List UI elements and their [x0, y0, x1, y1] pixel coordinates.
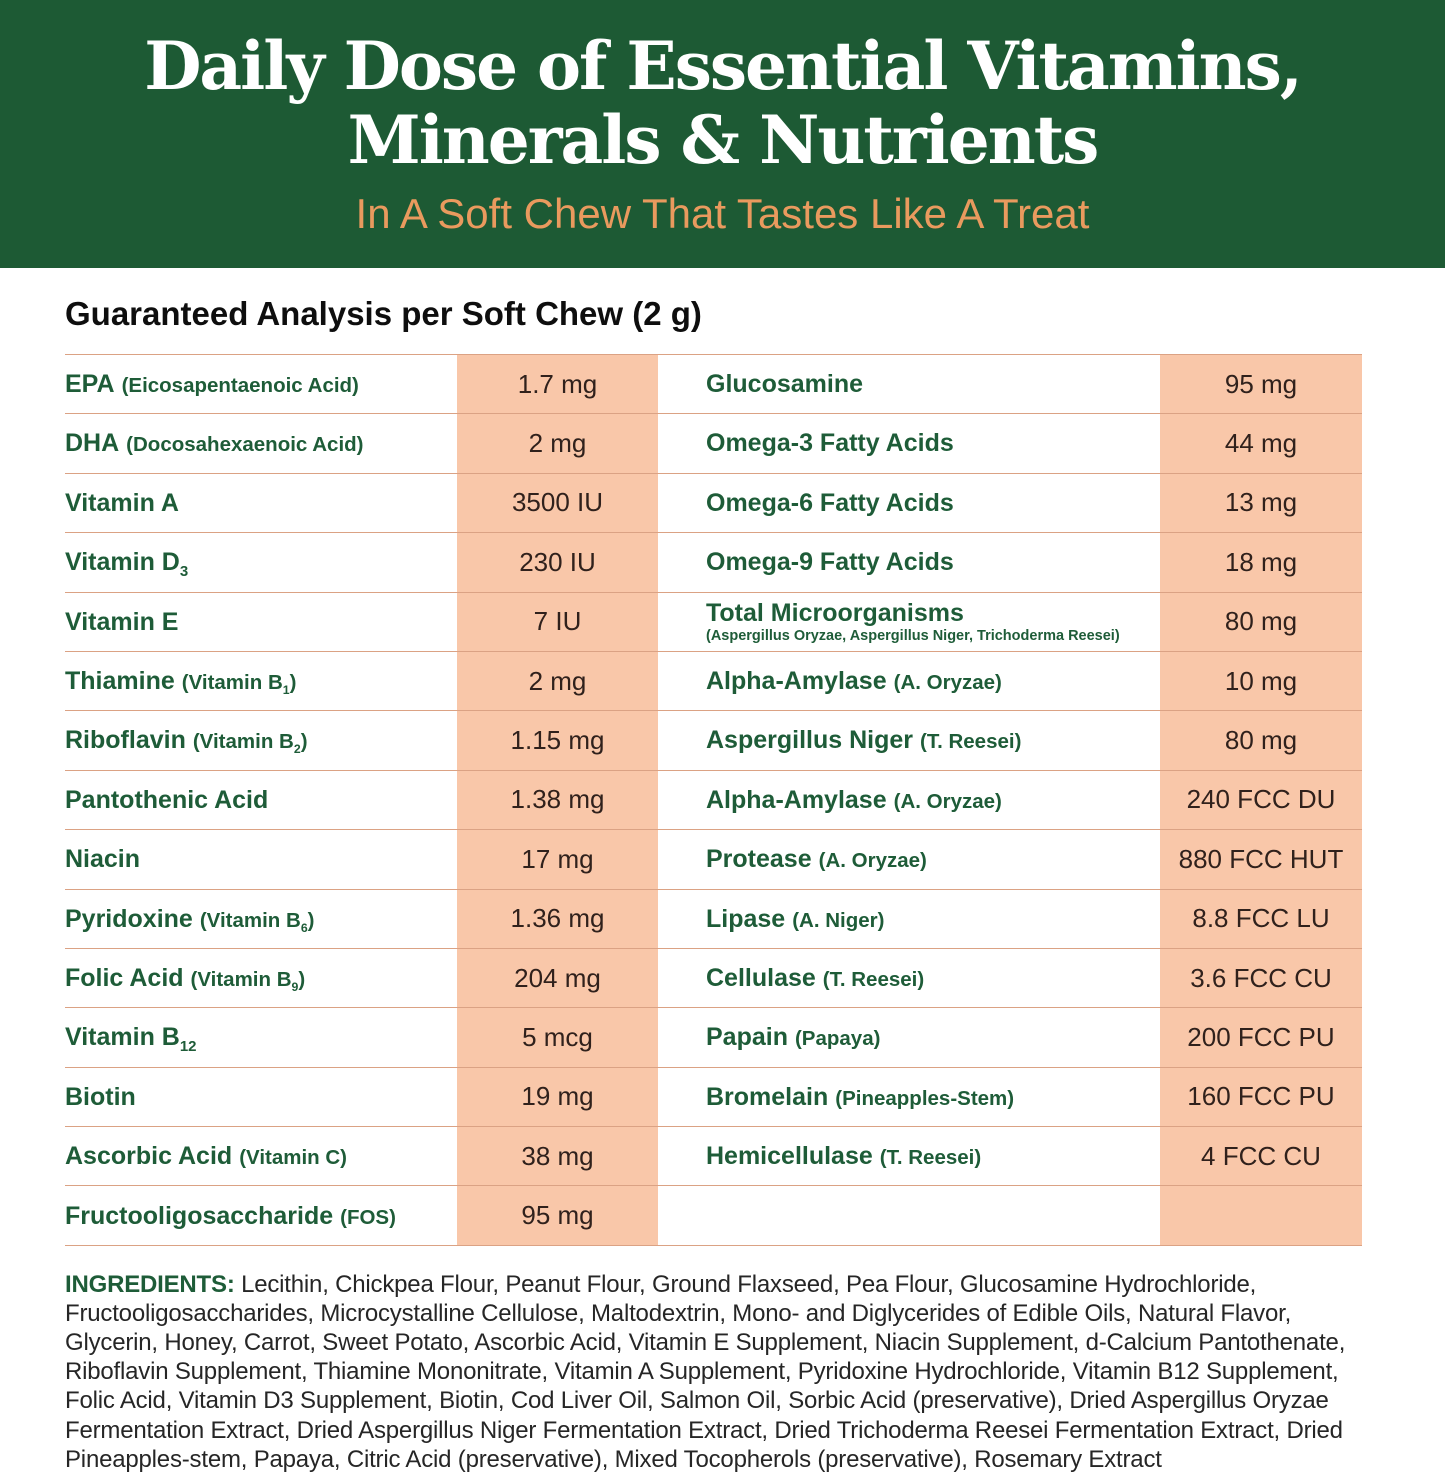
nutrient-value — [457, 711, 658, 769]
table-row — [65, 1007, 1362, 1066]
nutrient-name-line — [65, 1143, 457, 1169]
nutrient-name-paren: (A. Niger) — [792, 908, 885, 932]
nutrient-name-line — [706, 430, 1160, 456]
nutrient-value — [457, 1186, 658, 1244]
column-gap — [658, 474, 706, 532]
nutrient-name-line — [65, 1084, 457, 1110]
nutrient-value — [1160, 711, 1362, 769]
nutrient-value — [1160, 1068, 1362, 1126]
nutrient-name-main: Folic Acid — [65, 963, 184, 992]
nutrient-name-subscript: 3 — [179, 563, 189, 581]
nutrient-name — [65, 1068, 457, 1126]
column-gap — [658, 652, 706, 710]
nutrient-name-main: Omega-3 Fatty Acids — [706, 429, 954, 458]
table-row — [65, 592, 1362, 651]
nutrient-value — [1160, 533, 1362, 591]
nutrient-value-text: 880 FCC HUT — [1178, 843, 1344, 874]
column-gap — [658, 1008, 706, 1066]
nutrient-name-main: Aspergillus Niger — [706, 726, 913, 755]
nutrient-name — [706, 830, 1160, 888]
table-row — [65, 829, 1362, 888]
nutrient-value — [457, 1127, 658, 1185]
nutrient-name-main: Thiamine — [65, 667, 175, 696]
nutrient-name-main: Niacin — [65, 845, 141, 874]
nutrient-value — [457, 414, 658, 472]
nutrient-value-text: 44 mg — [1224, 428, 1298, 459]
nutrient-value — [457, 890, 658, 948]
nutrient-value-text: 3.6 FCC CU — [1190, 962, 1332, 993]
nutrient-name — [706, 771, 1160, 829]
nutrient-value — [457, 771, 658, 829]
nutrient-name — [706, 474, 1160, 532]
nutrient-name-main: Alpha-Amylase — [706, 667, 887, 696]
nutrient-value — [1160, 890, 1362, 948]
column-gap — [658, 949, 706, 1007]
nutrient-name-line — [65, 1023, 457, 1056]
nutrient-value-text: 1.36 mg — [510, 903, 605, 934]
nutrient-name-line — [65, 667, 457, 698]
nutrient-name-main: DHA — [65, 429, 120, 458]
nutrient-name-line — [65, 490, 457, 516]
nutrient-name — [706, 593, 1160, 651]
nutrient-value-text: 95 mg — [521, 1200, 594, 1231]
nutrient-name-paren: (A. Oryzae) — [818, 849, 927, 873]
table-row — [65, 948, 1362, 1007]
nutrient-value — [1160, 949, 1362, 1007]
nutrient-name-main: Alpha-Amylase — [706, 785, 887, 814]
column-gap — [658, 771, 706, 829]
nutrient-name — [706, 652, 1160, 710]
nutrient-value-text: 1.15 mg — [510, 725, 605, 756]
nutrient-name-main: Riboflavin — [65, 726, 186, 755]
nutrient-name-line — [706, 490, 1160, 516]
nutrient-name — [706, 711, 1160, 769]
nutrient-value — [457, 1008, 658, 1066]
nutrient-name-main: Vitamin E — [65, 607, 179, 636]
nutrient-name — [65, 414, 457, 472]
column-gap — [658, 711, 706, 769]
label-body — [0, 295, 1445, 1474]
nutrient-value — [1160, 355, 1362, 413]
table-row — [65, 1126, 1362, 1185]
nutrient-name-paren: (FOS) — [340, 1205, 396, 1229]
nutrient-name — [65, 593, 457, 651]
column-gap — [658, 533, 706, 591]
nutrient-value-text: 7 IU — [533, 606, 582, 637]
column-gap — [658, 890, 706, 948]
table-row — [65, 889, 1362, 948]
ingredients-paragraph — [65, 1270, 1385, 1474]
nutrient-name — [706, 949, 1160, 1007]
nutrient-value-text: 5 mcg — [522, 1021, 593, 1052]
nutrient-name — [706, 1186, 1160, 1244]
page-title — [144, 27, 1301, 179]
nutrient-name-paren: (Vitamin $B_9$) — [190, 967, 306, 995]
nutrient-name-main: Bromelain — [706, 1082, 829, 1111]
nutrient-name — [706, 533, 1160, 591]
nutrient-value-text: 10 mg — [1224, 665, 1298, 696]
nutrient-name-line — [706, 846, 1160, 872]
column-gap — [658, 414, 706, 472]
nutrient-name-line — [65, 609, 457, 635]
nutrient-value-text: 80 mg — [1224, 725, 1298, 756]
nutrient-name-line — [706, 965, 1160, 991]
nutrient-name — [65, 949, 457, 1007]
column-gap — [658, 830, 706, 888]
nutrient-name-line — [65, 1203, 457, 1229]
nutrient-name — [65, 1008, 457, 1066]
nutrient-name-main: Omega-9 Fatty Acids — [706, 548, 954, 577]
nutrient-value-text: 204 mg — [514, 962, 601, 993]
nutrient-name-paren: (A. Oryzae) — [893, 789, 1002, 813]
nutrient-value-text: 17 mg — [521, 843, 594, 874]
column-gap — [658, 1186, 706, 1244]
column-gap — [658, 355, 706, 413]
page-subtitle: In A Soft Chew That Tastes Like A Treat — [355, 189, 1090, 237]
nutrient-value — [1160, 1127, 1362, 1185]
nutrient-name-line — [706, 668, 1160, 694]
nutrient-name-paren: (Vitamin C) — [239, 1146, 348, 1170]
table-row — [65, 473, 1362, 532]
nutrient-name-line — [706, 371, 1160, 397]
column-gap — [658, 1127, 706, 1185]
nutrient-value — [1160, 593, 1362, 651]
nutrient-name-paren: (Vitamin $B_1$) — [181, 671, 297, 698]
nutrient-name-main: Fructooligosaccharide — [65, 1201, 334, 1230]
nutrient-value-text: 19 mg — [521, 1081, 594, 1112]
table-row — [65, 354, 1362, 413]
nutrient-name-line — [65, 846, 457, 872]
nutrient-name-line — [65, 371, 457, 397]
nutrient-value — [1160, 771, 1362, 829]
page-title-line2: Minerals & Nutrients — [347, 101, 1098, 179]
nutrient-value-text: 80 mg — [1224, 606, 1298, 637]
nutrient-name-line — [706, 1143, 1160, 1169]
page-title-line1: Daily Dose of Essential Vitamins, — [144, 27, 1301, 106]
nutrient-name — [706, 890, 1160, 948]
nutrient-name-main: Pyridoxine — [65, 904, 193, 933]
nutrient-value-text: 160 FCC PU — [1187, 1081, 1335, 1112]
nutrient-value — [1160, 1186, 1362, 1244]
nutrient-value-text: 240 FCC DU — [1186, 784, 1336, 815]
nutrient-name-line — [65, 430, 457, 456]
analysis-table — [65, 354, 1362, 1246]
column-gap — [658, 593, 706, 651]
nutrient-name — [65, 830, 457, 888]
nutrient-name-paren: (A. Oryzae) — [893, 671, 1002, 695]
nutrient-name-line — [65, 548, 457, 581]
nutrient-value — [457, 593, 658, 651]
nutrient-name-line — [706, 600, 1160, 626]
table-row — [65, 651, 1362, 710]
nutrient-name-paren: (T. Reesei) — [920, 730, 1022, 754]
column-gap — [658, 1068, 706, 1126]
nutrient-name-line — [65, 726, 457, 757]
nutrient-name-line — [65, 904, 457, 935]
table-row — [65, 532, 1362, 591]
table-row — [65, 1185, 1362, 1244]
table-row — [65, 770, 1362, 829]
nutrient-value — [457, 1068, 658, 1126]
nutrient-name — [65, 1127, 457, 1185]
analysis-heading: Guaranteed Analysis per Soft Chew (2 g) — [65, 295, 702, 332]
ingredients-text: Lecithin, Chickpea Flour, Peanut Flour, Ground Flaxseed, Pea Flour, Glucosamine Hydrochloride, Fructooligosaccharides, Microcystalline Cellulose, Maltodextrin, Mono- and Diglycerides of Edible Oils, Natural Flavor, Glycerin, Honey, Carrot, Sweet Potato, Ascorbic Acid, Vitamin E Supplement, Niacin Supplement, d-Calcium Pantothenate, Riboflavin Supplement, Thiamine Mononitrate, Vitamin A Supplement, Pyridoxine Hydrochloride, Vitamin B12 Supplement, Folic Acid, Vitamin D3 Supplement, Biotin, Cod Liver Oil, Salmon Oil, Sorbic Acid (preservative), Dried Aspergillus Oryzae Fermentation Extract, Dried Aspergillus Niger Fermentation Extract, Dried Trichoderma Reesei Fermentation Extract, Dried Pineapples-stem, Papaya, Citric Acid (preservative), Mixed Tocopherols (preservative), Rosemary Extract — [65, 1270, 1346, 1473]
nutrient-name — [65, 474, 457, 532]
ingredients-label: INGREDIENTS: — [65, 1270, 235, 1298]
nutrient-name-main: Protease — [706, 845, 812, 874]
nutrient-value — [457, 652, 658, 710]
nutrient-name-paren: (Eicosapentaenoic Acid) — [121, 374, 359, 398]
nutrient-name — [65, 771, 457, 829]
nutrient-name — [706, 1008, 1160, 1066]
nutrient-name — [65, 652, 457, 710]
nutrient-name-main: Cellulase — [706, 963, 816, 992]
table-row — [65, 1067, 1362, 1126]
nutrient-name-line — [65, 963, 457, 995]
nutrient-name-paren: (Vitamin $B_6$) — [199, 908, 315, 935]
nutrient-name — [706, 1068, 1160, 1126]
nutrient-name — [65, 1186, 457, 1244]
nutrient-value — [1160, 1008, 1362, 1066]
nutrient-name — [706, 355, 1160, 413]
nutrient-value-text: 95 mg — [1224, 368, 1298, 399]
nutrient-name-line — [706, 1084, 1160, 1110]
nutrient-name — [65, 711, 457, 769]
table-row — [65, 710, 1362, 769]
nutrient-value — [457, 830, 658, 888]
nutrient-value-text: 1.7 mg — [517, 368, 598, 399]
nutrient-name-main: Total Microorganisms — [706, 598, 964, 627]
nutrient-value — [1160, 474, 1362, 532]
nutrient-name-paren: (Docosahexaenoic Acid) — [126, 433, 364, 457]
nutrient-value — [1160, 414, 1362, 472]
nutrient-name-line — [706, 906, 1160, 932]
nutrient-value-text: 4 FCC CU — [1201, 1140, 1321, 1171]
nutrient-value-text: 2 mg — [528, 665, 587, 696]
nutrient-name-main: Pantothenic Acid — [65, 785, 269, 814]
nutrient-name-main: Vitamin $D_3$ — [65, 548, 189, 581]
header-banner — [0, 0, 1445, 268]
nutrient-name — [65, 890, 457, 948]
nutrient-value-text: 38 mg — [521, 1140, 594, 1171]
nutrient-name-main: Ascorbic Acid — [65, 1142, 233, 1171]
nutrient-paren-subscript: 1 — [282, 683, 290, 698]
nutrient-name-paren: (T. Reesei) — [879, 1146, 982, 1170]
nutrient-name-main: Vitamin $B_{12}$ — [65, 1023, 197, 1056]
nutrient-name-line — [706, 549, 1160, 575]
nutrient-value-text: 18 mg — [1224, 546, 1298, 577]
nutrient-name-paren: (Vitamin $B_2$) — [192, 730, 308, 757]
nutrient-paren-subscript: 6 — [300, 920, 308, 935]
nutrient-value — [457, 949, 658, 1007]
nutrient-value-text: 8.8 FCC LU — [1192, 903, 1330, 934]
nutrient-name-line — [706, 1024, 1160, 1050]
nutrient-name — [65, 355, 457, 413]
nutrient-paren-subscript: 9 — [291, 980, 299, 995]
nutrient-name-main: Lipase — [706, 904, 786, 933]
nutrient-value — [457, 355, 658, 413]
table-row — [65, 413, 1362, 472]
nutrient-name-main: Biotin — [65, 1082, 136, 1111]
nutrient-value-text: 13 mg — [1224, 487, 1298, 518]
nutrient-paren-subscript: 2 — [293, 742, 301, 757]
nutrient-name — [706, 414, 1160, 472]
nutrient-name-paren: (Papaya) — [794, 1027, 881, 1051]
nutrient-name-paren: (Pineapples-Stem) — [835, 1086, 1015, 1110]
nutrient-value — [1160, 830, 1362, 888]
nutrient-name-line — [706, 787, 1160, 813]
nutrient-value-text: 3500 IU — [511, 487, 604, 518]
nutrient-value — [1160, 652, 1362, 710]
nutrient-name-main: Vitamin A — [65, 488, 179, 517]
nutrient-name-main: Glucosamine — [706, 370, 863, 399]
nutrient-name — [65, 533, 457, 591]
nutrient-name-paren: (T. Reesei) — [822, 967, 925, 991]
nutrient-value-text: 230 IU — [519, 546, 596, 577]
nutrient-name — [706, 1127, 1160, 1185]
nutrient-value-text: 2 mg — [528, 428, 587, 459]
nutrient-name-main: EPA — [65, 370, 115, 399]
nutrient-value-text: 200 FCC PU — [1187, 1021, 1335, 1052]
nutrient-value-text: 1.38 mg — [510, 784, 605, 815]
nutrient-value — [457, 474, 658, 532]
nutrient-name-main: Omega-6 Fatty Acids — [706, 488, 954, 517]
nutrient-name-line — [65, 787, 457, 813]
nutrient-name-line — [706, 727, 1160, 753]
nutrient-name-main: Papain — [706, 1023, 788, 1052]
nutrient-name-subline: (Aspergillus Oryzae, Aspergillus Niger, Trichoderma Reesei) — [706, 628, 1120, 645]
nutrient-name-subscript: 12 — [179, 1038, 197, 1056]
nutrient-value — [457, 533, 658, 591]
nutrient-name-main: Hemicellulase — [706, 1142, 873, 1171]
